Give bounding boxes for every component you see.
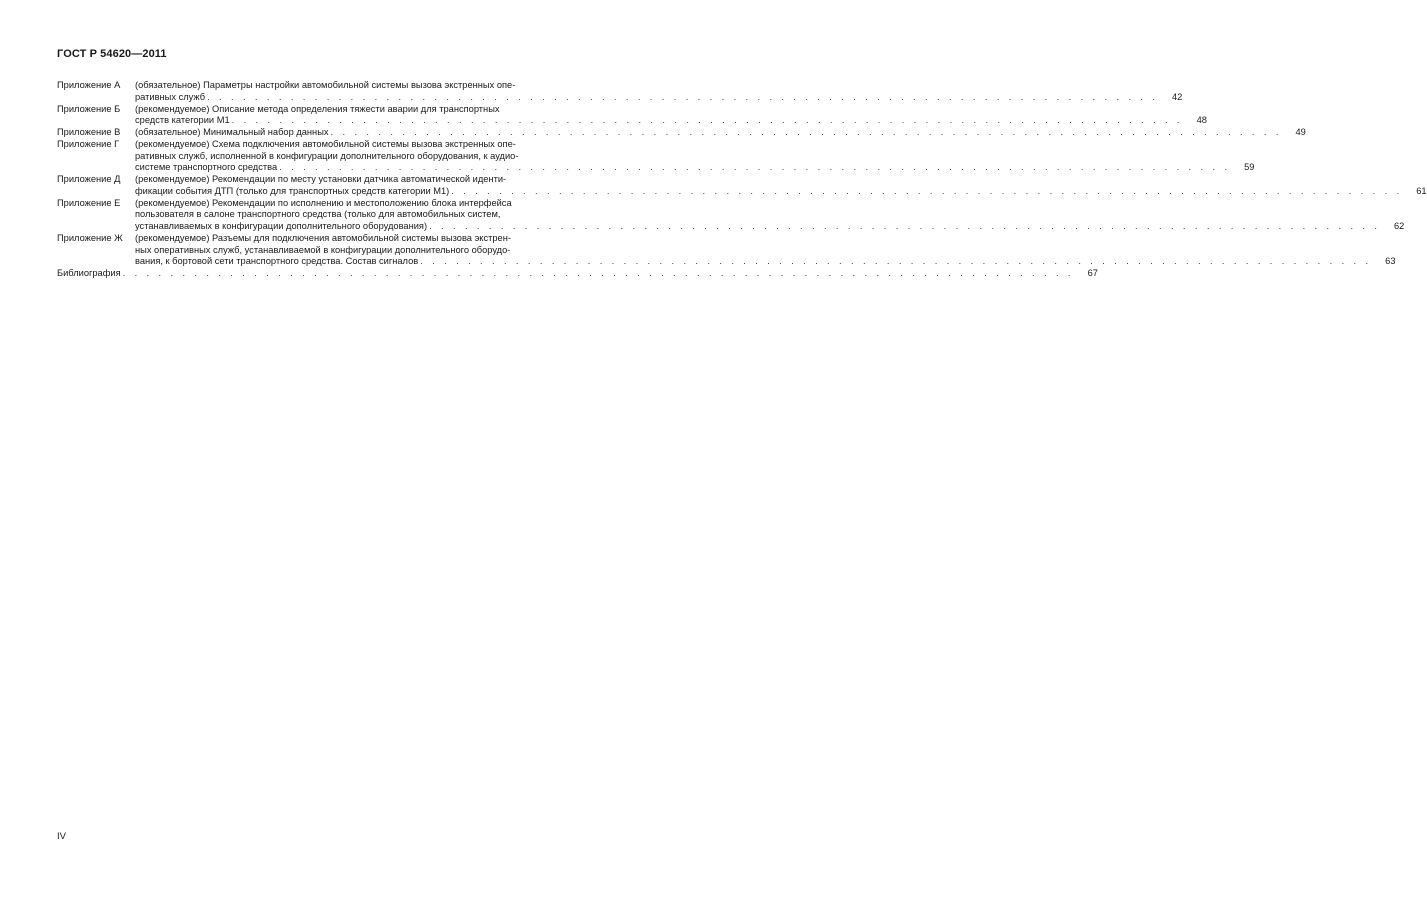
leader-dots xyxy=(279,162,1230,174)
toc-text: (рекомендуемое) Описание метода определения тяжести аварии для транспортных xyxy=(135,103,500,114)
toc-text: ных оперативных служб, устанавливаемой в конфигурации дополнительного оборудо- xyxy=(135,244,511,255)
toc-text: ративных служб xyxy=(135,91,206,102)
toc-text: (рекомендуемое) Схема подключения автомобильной системы вызова экстренных опе- xyxy=(135,139,516,150)
toc-label: Приложение А xyxy=(57,80,121,90)
toc-entry-appendix-d[interactable] xyxy=(57,174,1427,197)
toc-text: фикации события ДТП (только для транспортных средств категории М1) xyxy=(135,185,450,196)
toc-label: Приложение Д xyxy=(57,174,121,185)
page-number: IV xyxy=(57,831,66,842)
toc-page-number: 48 xyxy=(1196,115,1207,126)
toc-label: Приложение Ж xyxy=(57,233,123,244)
toc-text: средств категории М1 xyxy=(135,115,230,126)
leader-dots xyxy=(207,92,1158,104)
leader-dots xyxy=(331,127,1282,139)
toc-text: пользователя в салоне транспортного средства (только для автомобильных систем, xyxy=(135,209,501,220)
toc-label: Приложение Б xyxy=(57,103,121,114)
toc-entry-appendix-v[interactable] xyxy=(57,127,1306,139)
document-header: ГОСТ Р 54620—2011 xyxy=(57,48,167,60)
toc-page-number: 62 xyxy=(1394,221,1405,232)
toc-entry-bibliography[interactable] xyxy=(57,268,1098,280)
toc-label: Приложение Г xyxy=(57,139,120,150)
toc-text: системе транспортного средства xyxy=(135,162,278,173)
toc-page-number: 59 xyxy=(1244,162,1255,173)
toc-text: (рекомендуемое) Рекомендации по исполнению и местоположению блока интерфейса xyxy=(135,197,512,208)
toc-entry-appendix-b[interactable] xyxy=(57,103,1207,127)
toc-text: устанавливаемых в конфигурации дополнительного оборудования) xyxy=(135,221,428,232)
toc-label: Библиография xyxy=(57,268,121,279)
toc-text: ративных служб, исполненной в конфигурации дополнительного оборудования, к аудио- xyxy=(135,150,519,161)
toc-entry-appendix-e[interactable] xyxy=(57,197,1405,233)
table-of-contents xyxy=(57,80,1427,280)
toc-text: (рекомендуемое) Рекомендации по месту установки датчика автоматической иденти- xyxy=(135,174,507,185)
leader-dots xyxy=(420,256,1371,268)
toc-page-number: 63 xyxy=(1385,256,1396,267)
toc-page-number: 67 xyxy=(1087,268,1098,279)
toc-label: Приложение Е xyxy=(57,197,121,208)
toc-page-number: 61 xyxy=(1416,185,1427,196)
leader-dots xyxy=(451,186,1402,198)
toc-label: Приложение В xyxy=(57,127,121,138)
toc-entry-appendix-a[interactable] xyxy=(57,80,1183,103)
toc-entry-appendix-g[interactable] xyxy=(57,139,1255,174)
toc-page-number: 42 xyxy=(1172,91,1183,102)
leader-dots xyxy=(123,268,1074,280)
toc-text: вания, к бортовой сети транспортного средства. Состав сигналов xyxy=(135,256,419,267)
toc-entry-appendix-zh[interactable] xyxy=(57,233,1396,268)
leader-dots xyxy=(429,221,1380,233)
toc-page-number: 49 xyxy=(1295,127,1306,138)
toc-text: (обязательное) Параметры настройки автомобильной системы вызова экстренных опе- xyxy=(135,80,516,90)
leader-dots xyxy=(232,115,1183,127)
toc-text: (обязательное) Минимальный набор данных xyxy=(135,127,329,138)
toc-text: (рекомендуемое) Разъемы для подключения автомобильной системы вызова экстрен- xyxy=(135,233,511,244)
